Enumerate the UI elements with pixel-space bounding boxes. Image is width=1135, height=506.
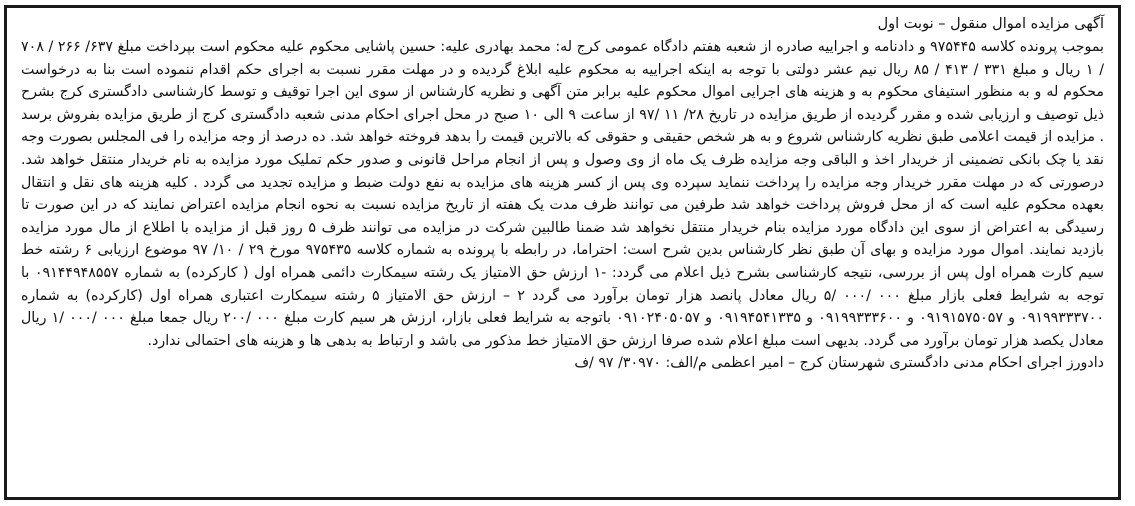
notice-body: بموجب پرونده کلاسه ۹۷۵۴۴۵ و دادنامه و اجراییه صادره از شعبه هفتم دادگاه عمومی کرج له: محمد بهادری علیه: حسین پاشایی محکوم علیه محکوم است بپرداخت مبلغ ۶۳۷/ ۲۶۶ / ۷۰۸ / ۱ ریال و مبلغ ۳۳۱ / ۴۱۳ / ۸۵ ریال نیم عشر دولتی با توجه به اینکه اجراییه به محکوم علیه ابلاغ گردیده و در مهلت مقرر نسبت به اجرای حکم اقدام ننموده است بنا به درخواست محکوم له و به منظور استیفای محکوم به و هزینه های اجرایی اموال محکوم علیه برابر متن آگهی و نظریه کارشناس از سوی این اجرا توقیف و توسط کارشناسی دادگستری کرج بشرح ذیل توصیف و ارزیابی شده و مقرر گردیده از طریق مزایده در تاریخ ۲۸/ ۱۱ /۹۷ از ساعت ۹ الی ۱۰ صبح در محل اجرای احکام مدنی شعبه دادگستری کرج از طریق مزایده بفروش برسد . مزایده از قیمت اعلامی طبق نظریه کارشناس شروع و به هر شخص حقیقی و حقوقی که بالاترین قیمت را بدهد فروخته خواهد شد. ده درصد از وجه مزایده را فی المجلس بصورت وجه نقد یا چک بانکی تضمینی از خریدار اخذ و الباقی وجه مزایده ظرف یک ماه از وی وصول و پس از انجام مراحل قانونی و صدور حکم تملیک مورد مزایده به نام خریدار منتقل خواهد شد. درصورتی که در مهلت مقرر خریدار وجه مزایده را پرداخت ننماید سپرده وی پس از کسر هزینه های مزایده به نفع دولت ضبط و مزایده تجدید می گردد . کلیه هزینه های نقل و انتقال بعهده محکوم علیه است که از محل فروش پرداخت خواهد شد طرفین می توانند ظرف مدت یک هفته از تاریخ مزایده نسبت به نحوه انجام مزایده اعتراض نمایند که در این صورت تا رسیدگی به اعتراض از سوی این دادگاه مورد مزایده بنام خریدار منتقل نخواهد شد ضمنا طالبین شرکت در مزایده می توانند ظرف ۵ روز قبل از مزایده با اطلاع از مال مورد مزایده بازدید نمایند. اموال مورد مزایده و بهای آن طبق نظر کارشناس بدین شرح است: احتراما، در رابطه با پرونده به شماره کلاسه ۹۷۵۴۳۵ مورخ ۲۹ / ۱۰/ ۹۷ موضوع ارزیابی ۶ رشته خط سیم کارت همراه اول پس از بررسی، نتیجه کارشناسی بشرح ذیل اعلام می گردد: -۱ ارزش حق الامتیاز یک رشته سیمکارت دائمی همراه اول ( کارکرده) به شماره ۰۹۱۴۴۹۴۸۵۵۷ با توجه به شرایط فعلی بازار مبلغ ۰۰۰ /۰۰۰ /۵ ریال معادل پانصد هزار تومان برآورد می گردد ۲ – ارزش حق الامتیاز ۵ رشته سیمکارت اعتباری همراه اول (کارکرده) به شماره ۰۹۱۹۹۳۳۳۷۰۰ و ۰۹۱۹۱۵۷۵۰۵۷ و ۰۹۱۹۹۳۳۳۶۰۰ و ۰۹۱۹۴۵۴۱۳۳۵ و ۰۹۱۰۲۴۰۵۰۵۷ باتوجه به شرایط فعلی بازار، ارزش هر سیم کارت مبلغ ۰۰۰ /۲۰۰ ریال جمعا مبلغ ۰۰۰ /۰۰۰ /۱ ریال معادل یکصد هزار تومان برآورد می گردد. بدیهی است مبلغ اعلام شده صرفا ارزش حق الامتیاز خط مذکور می باشد و ارتباط به بدهی ها و هزینه های احتمالی ندارد. [21, 39, 1105, 349]
notice-signature: دادورز اجرای احکام مدنی دادگستری شهرستان کرج – امیر اعظمی م/الف: ۳۰۹۷۰/ ۹۷ /ف [574, 355, 1104, 372]
auction-notice [4, 5, 1121, 500]
notice-title: آگهی مزایده اموال منقول – نوبت اول [877, 16, 1104, 32]
